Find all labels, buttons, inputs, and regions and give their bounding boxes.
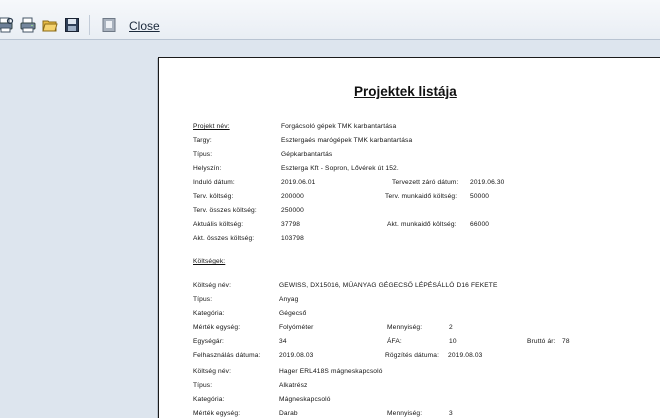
toolbar	[0, 0, 660, 40]
planned-end-value: 2019.06.30	[470, 179, 505, 186]
item2-name-value: Hager ERL418S mágneskapcsoló	[279, 368, 383, 375]
actual-total-value: 103798	[281, 235, 304, 242]
item1-name-value: GEWISS, DX15016, MŰANYAG GÉGECSŐ LÉPÉSÁLLÓ D16 FEKETE	[279, 282, 498, 289]
item2-category-value: Mágneskapcsoló	[279, 396, 331, 403]
item2-name-label: Költség név:	[193, 368, 232, 375]
item1-gross-value: 78	[562, 338, 570, 345]
item2-type-label: Típus:	[193, 382, 213, 389]
item1-usedate-value: 2019.08.03	[279, 352, 314, 359]
close-button[interactable]: Close	[129, 19, 160, 33]
print-icon[interactable]	[20, 17, 36, 33]
item1-usedate-label: Felhasználás dátuma:	[193, 352, 261, 359]
page-icon[interactable]	[101, 17, 117, 33]
type-label: Típus:	[193, 151, 213, 158]
item1-type-value: Anyag	[279, 296, 299, 303]
item1-recdate-label: Rögzítés dátuma:	[385, 352, 440, 359]
project-name-label: Projekt név:	[193, 123, 230, 130]
actual-total-label: Akt. összes költség:	[193, 235, 255, 242]
project-name-value: Forgácsoló gépek TMK karbantartása	[281, 123, 397, 130]
toolbar-separator	[89, 15, 90, 35]
item1-vat-value: 10	[449, 338, 457, 345]
item1-name-label: Költség név:	[193, 282, 232, 289]
start-date-label: Induló dátum:	[193, 179, 235, 186]
planned-labor-value: 50000	[470, 193, 490, 200]
item2-unit-label: Mérték egység:	[193, 410, 241, 417]
report-title: Projektek listája	[354, 84, 457, 99]
item1-category-value: Gégecső	[279, 310, 307, 317]
planned-cost-value: 200000	[281, 193, 304, 200]
item1-unit-value: Folyóméter	[279, 324, 314, 331]
open-folder-icon[interactable]	[42, 17, 58, 33]
actual-cost-label: Aktuális költség:	[193, 221, 244, 228]
subject-label: Targy:	[193, 137, 212, 144]
item1-unitprice-label: Egységár:	[193, 338, 225, 345]
costs-heading: Költségek:	[193, 258, 226, 265]
item2-qty-value: 3	[449, 410, 453, 417]
report-page	[158, 57, 660, 418]
planned-cost-label: Terv. költség:	[193, 193, 234, 200]
print-preview-icon[interactable]	[0, 17, 14, 33]
location-label: Helyszín:	[193, 165, 222, 172]
item1-qty-label: Mennyiség:	[387, 324, 423, 331]
item1-type-label: Típus:	[193, 296, 213, 303]
planned-total-label: Terv. összes költség:	[193, 207, 257, 214]
item1-category-label: Kategória:	[193, 310, 225, 317]
item1-recdate-value: 2019.08.03	[448, 352, 483, 359]
item2-unit-value: Darab	[279, 410, 298, 417]
type-value: Gépkarbantartás	[281, 151, 333, 158]
item1-unitprice-value: 34	[279, 338, 287, 345]
item1-vat-label: ÁFA:	[387, 338, 402, 345]
item2-qty-label: Mennyiség:	[387, 410, 423, 417]
item1-gross-label: Bruttó ár:	[527, 338, 556, 345]
start-date-value: 2019.06.01	[281, 179, 316, 186]
item1-unit-label: Mérték egység:	[193, 324, 241, 331]
planned-end-label: Tervezett záró dátum:	[392, 179, 459, 186]
item2-type-value: Alkatrész	[279, 382, 308, 389]
actual-labor-label: Akt. munkaidő költség:	[387, 221, 457, 228]
location-value: Esztergа Kft - Sopron, Lővérek út 152.	[281, 165, 399, 172]
item1-qty-value: 2	[449, 324, 453, 331]
actual-cost-value: 37798	[281, 221, 301, 228]
planned-total-value: 250000	[281, 207, 304, 214]
actual-labor-value: 66000	[470, 221, 490, 228]
save-icon[interactable]	[64, 17, 80, 33]
subject-value: Esztergaés marógépek TMK karbantartása	[281, 137, 413, 144]
item2-category-label: Kategória:	[193, 396, 225, 403]
planned-labor-label: Terv. munkaidő költség:	[385, 193, 458, 200]
